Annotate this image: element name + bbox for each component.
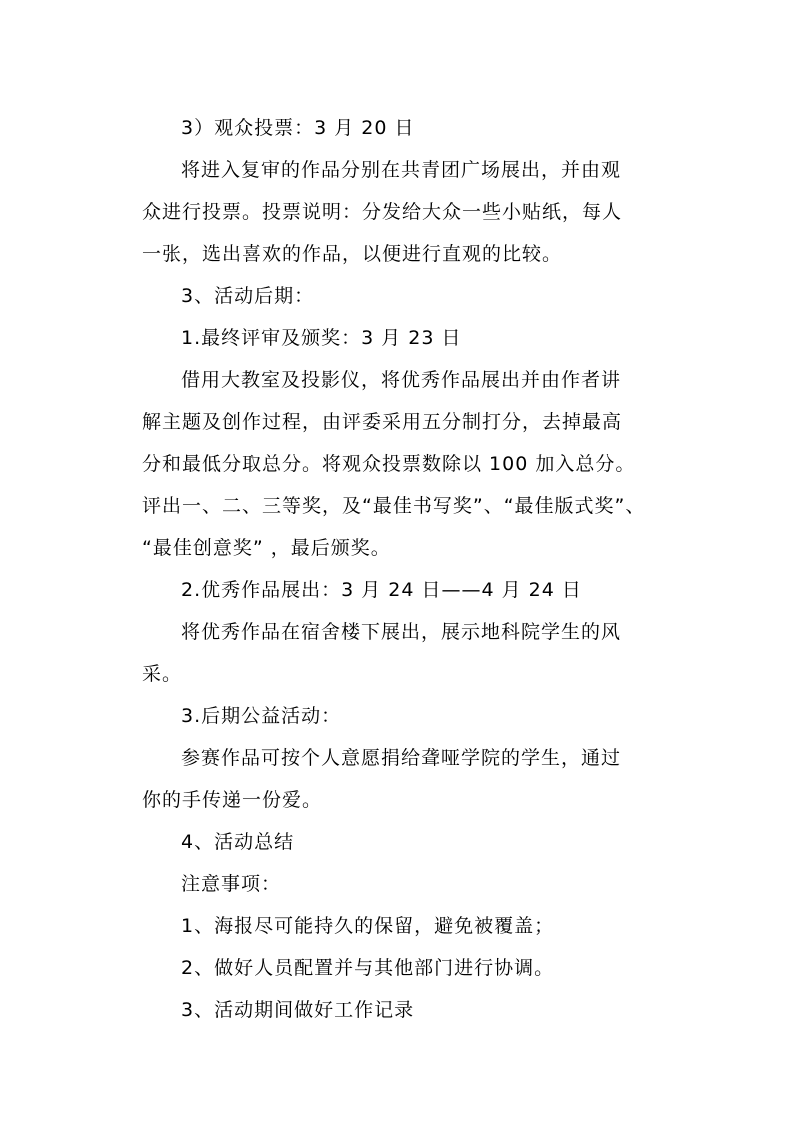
- paragraph-line: 众进行投票。投票说明：分发给大众一些小贴纸，每人: [142, 201, 623, 223]
- paragraph-line: 分和最低分取总分。将观众投票数除以 100 加入总分。: [142, 453, 636, 475]
- paragraph-line: 参赛作品可按个人意愿捐给聋哑学院的学生，通过: [181, 747, 622, 769]
- heading-exhibition: 2.优秀作品展出：3 月 24 日——4 月 24 日: [181, 579, 582, 601]
- paragraph-line: 借用大教室及投影仪，将优秀作品展出并由作者讲: [181, 369, 622, 391]
- section-heading-late-stage: 3、活动后期：: [181, 285, 315, 307]
- paragraph-line: 将进入复审的作品分别在共青团广场展出，并由观: [181, 159, 622, 181]
- paragraph-line: 采。: [142, 663, 183, 685]
- paragraph-line: 一张，选出喜欢的作品，以便进行直观的比较。: [142, 243, 563, 265]
- section-heading-summary: 4、活动总结: [181, 831, 295, 853]
- note-item: 3、活动期间做好工作记录: [181, 999, 415, 1021]
- note-item: 1、海报尽可能持久的保留，避免被覆盖；: [181, 915, 555, 937]
- heading-final-review: 1.最终评审及颁奖：3 月 23 日: [181, 327, 462, 349]
- paragraph-line: 解主题及创作过程，由评委采用五分制打分，去掉最高: [142, 411, 623, 433]
- notes-heading: 注意事项：: [181, 873, 282, 895]
- note-item: 2、做好人员配置并与其他部门进行协调。: [181, 957, 555, 979]
- paragraph-line: “最佳创意奖” ，最后颁奖。: [142, 537, 391, 559]
- paragraph-line: 将优秀作品在宿舍楼下展出，展示地科院学生的风: [181, 621, 622, 643]
- paragraph-line: 你的手传递一份爱。: [142, 789, 323, 811]
- heading-audience-vote: 3）观众投票：3 月 20 日: [181, 117, 415, 139]
- heading-charity: 3.后期公益活动：: [181, 705, 342, 727]
- paragraph-line: 评出一、二、三等奖，及“最佳书写奖”、“最佳版式奖”、: [142, 495, 646, 517]
